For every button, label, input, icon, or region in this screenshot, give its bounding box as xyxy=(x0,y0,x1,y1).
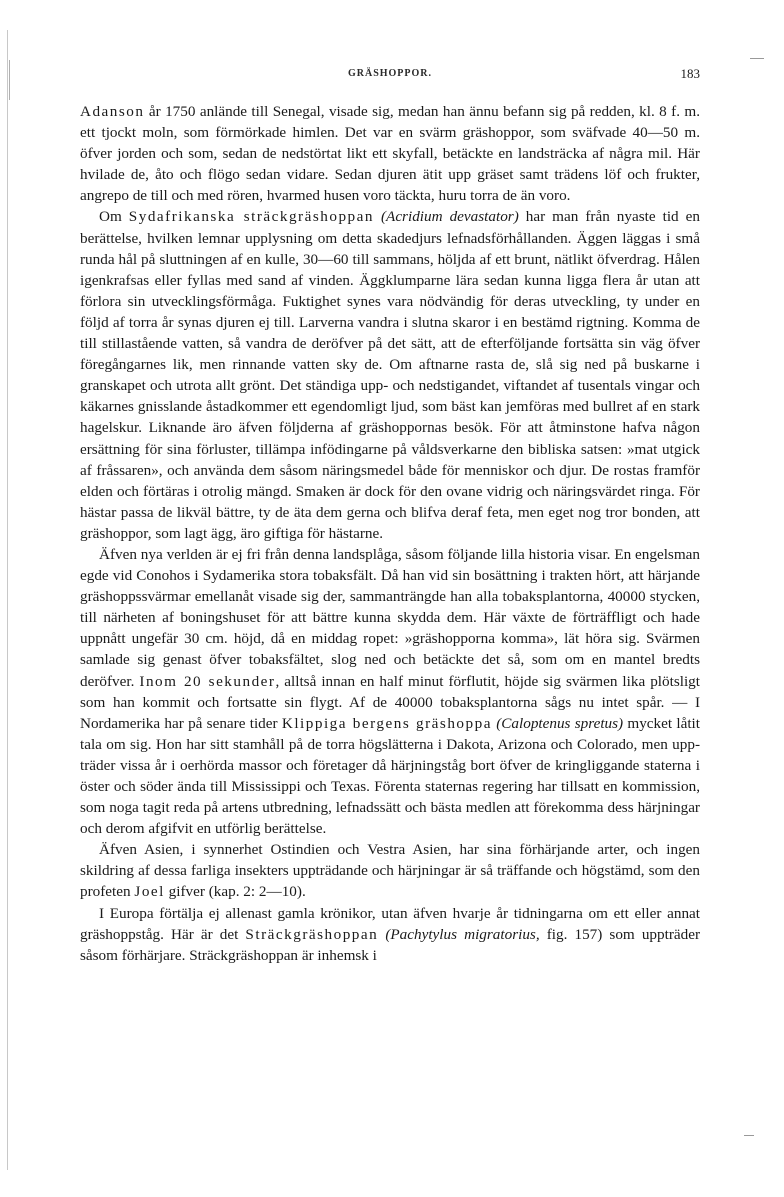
running-title: GRÄSHOPPOR. xyxy=(347,68,433,79)
text-segment: fig. 157) som uppträder såsom förhärjare. Sträckgräshoppan är inhemsk i xyxy=(80,925,701,964)
scan-corner-tick-bottom xyxy=(744,1135,754,1136)
running-head xyxy=(80,66,700,86)
author-name: Adanson xyxy=(80,103,145,120)
text-segment: I Europa förtälja ej allenast gamla krönikor, utan äfven hvarje år tidningarna om ett eller annat gräshoppståg. Här är det xyxy=(80,904,700,943)
emphasis-spaced: Inom 20 sekunder xyxy=(139,672,276,690)
text-segment: har man från nyaste tid en berättelse, hvilken lemnar upplysning om detta skadedjurs lefnadsförhållanden. Äggen läggas i små runda hål på sluttningen af en kulle, 30—60 till sammans, höljda af ett brunt, nätlikt öfverdrag. Hålen igenkrafsas eller fyllas med sand af vinden. Äggklumparne lära sedan kunna ligga flera år utan att förlora sin utvecklingsförmåga. Fuktighet synes vara nödvändig för deras utveckling, ty under en följd af torra år synas djuren ej till. Larverna vandra i slutna skaror i en bestämd rigtning. Komma de till stillastående vatten, så vandra de deröfver på det sätt, att de efterföljande fortsätta sin väg öfver föregångarnes lik, men rinnande vatten sky de. Om aftnarne rasta de, slå sig ned på buskarne i granskapet och utrota allt grönt. Det ständiga upp- och nedstigandet, viftandet af tusentals vingar och käkarnes gnisslande åstadkommer ett egendomligt ljud, som bäst kan jemföras med bullret af en stark hagelskur. Liknande äro äfven följderna af gräshoppornas besök. För att åtminstone hafva någon ersättning för sina förluster, tillämpa infödingarne på våldsverkarne den bibliska satsen: »mat utgick af fråssaren», och använda dem såsom näringsmedel både för menniskor och djur. De rostas framför elden och förtäras i otrolig mängd. Smaken är dock för den ovane vidrig och näringsvärdet ringa. För hästar passa de likväl bättre, ty de äta dem gerna och blifva deraf feta, men eget nog tror bonden, att gräshoppor, som lagt ägg, äro giftiga för hästarne. xyxy=(80,208,700,542)
body-text xyxy=(80,101,700,966)
species-latin-name: (Caloptenus spretus) xyxy=(496,714,624,732)
text-segment xyxy=(374,208,381,225)
species-latin-name: (Pachytylus migratorius, xyxy=(385,925,540,943)
species-common-name: Klippiga bergens gräshoppa xyxy=(281,714,492,732)
paragraph-europa xyxy=(80,903,700,966)
species-common-name: Sydafrikanska sträckgräshoppan xyxy=(128,208,374,226)
page-number: 183 xyxy=(680,66,700,81)
paragraph-nya-verlden xyxy=(80,544,700,839)
text-segment: år 1750 anlände till Senegal, visade sig, medan han ännu befann sig på redden, kl. 8 f. m. ett tjockt moln, som förmörkade himlen. Det var en svärm gräshoppor, som sväfvade 40—50 m. öfver jorden och som, sedan de nedstörtat likt ett skyfall, betäckte en landsträcka af några mil. Här hvilade de, åto och flögo sedan vidare. Sedan djuren ätit upp gräset samt trädens löf och frukter, angrepo de till och med rören, hvarmed husen voro täckta, huru torra de än voro. xyxy=(80,103,700,205)
prophet-name: Joel xyxy=(134,883,165,901)
text-segment: Om xyxy=(99,208,129,226)
scan-edge-mark xyxy=(9,60,10,100)
text-segment: mycket låtit tala om sig. Hon har sitt stamhåll på de torra högslätterna i Dakota, Arizona och Colorado, men uppträder vissa år i oerhörda massor och företager då härjningståg bort öfver de kringliggande staterna i öster och söder ända till Mississippi och Texas. Förenta staternas regering har tillsatt en kommission, som noga tagit reda på artens utbredning, lefnadssätt och bästa medlen att förekomma dess härjningar och derom afgifvit en utförlig berättelse. xyxy=(80,714,701,838)
species-latin-name: (Acridium devastator) xyxy=(380,208,519,226)
text-segment: Äfven nya verlden är ej fri från denna landsplåga, såsom följande lilla historia visar. En engelsman egde vid Conohos i Sydamerika stora tobaksfält. Då han vid sin bosättning i trakten hört, att härjande gräshoppssvärmar emellanåt visade sig der, sammanträngde han alla tobaksplantorna, 40000 stycken, till närheten af boningshuset för att bättre kunna skydda dem. Här växte de förträffligt och hade uppnått ungefär 30 cm. höjd, då en middag ropet: »gräshopporna komma», lät höra sig. Svärmen samlade sig genast öfver tobaksfältet, slog ned och betäckte det så, som om en mantel bredts deröfver. xyxy=(80,545,700,690)
paragraph-asien xyxy=(80,839,700,902)
text-segment: Äfven Asien, i synnerhet Ostindien och Vestra Asien, har sina förhärjande arter, och ingen skildring af dessa farliga insekters uppträdande och härjningar är så träffande och högstämd, som den profeten xyxy=(80,841,700,901)
text-segment: , alltså innan en half minut förflutit, höjde sig svärmen lika plötsligt som han kommit och fortsatte sin flygt. Af de 40000 tobaksplantorna sågs nu intet spår. — I Nordamerika har på senare tider xyxy=(80,672,700,732)
species-common-name: Sträckgräshoppan xyxy=(245,925,379,943)
scan-corner-tick xyxy=(750,58,764,59)
book-page xyxy=(80,66,700,966)
paragraph-sydafrikanska xyxy=(80,206,700,544)
scan-edge-line xyxy=(7,30,8,1170)
paragraph-adanson xyxy=(80,101,700,206)
text-segment: gifver (kap. 2: 2—10). xyxy=(164,883,306,901)
